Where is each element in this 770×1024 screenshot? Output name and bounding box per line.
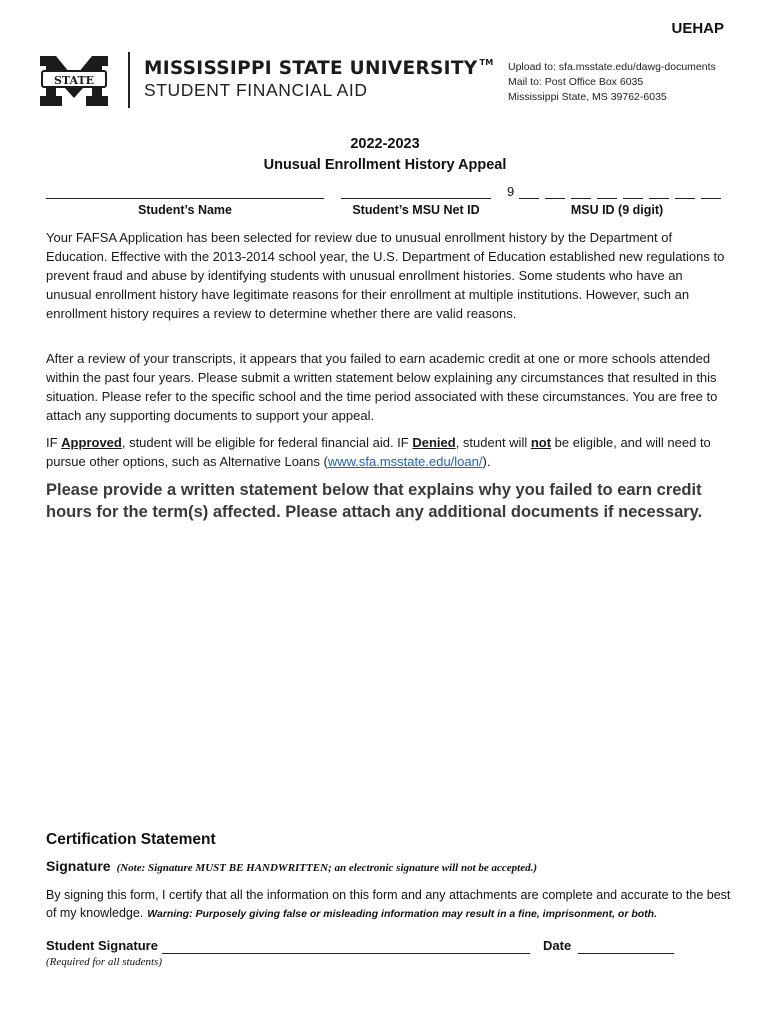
logo-department-name: STUDENT FINANCIAL AID — [144, 80, 368, 100]
date-field[interactable] — [578, 953, 674, 954]
certify-statement: By signing this form, I certify that all the information on this form and any attachments are complete and accurate to the best of my knowledge. Warning: Purposely giving false or misleading information may result in a fine, imprisonment, or both. — [46, 888, 731, 920]
date-label: Date — [543, 938, 572, 953]
msu-id-digit[interactable] — [571, 198, 591, 199]
msu-id-digit[interactable] — [701, 198, 721, 199]
signature-heading — [46, 858, 537, 874]
form-name: Unusual Enrollment History Appeal — [263, 157, 507, 173]
approved-text: Approved — [61, 435, 122, 450]
msu-id-digit[interactable] — [649, 198, 669, 199]
not-text: not — [530, 435, 552, 450]
msu-id-digit[interactable] — [623, 198, 643, 199]
denied-text: Denied — [412, 435, 456, 450]
certification-title: Certification Statement — [46, 831, 216, 848]
intro-paragraph: Your FAFSA Application has been selected for review due to unusual enrollment history by the Department of Education. Effective with the 2013-2014 school year, the U.S. Department of Education established new regulations to prevent fraud and abuse by identifying students with unusual enrollment histories. Some students who have an unusual enrollment history have legitimate reasons for their enrollment at multiple institutions. However, such an enrollment history requires a review to determine whether there are valid reasons. — [46, 230, 725, 321]
student-signature-label: Student Signature — [46, 938, 158, 953]
logo-divider — [128, 52, 130, 108]
transcript-paragraph: After a review of your transcripts, it appears that you failed to earn academic credit at one or more schools attended within the past four years. Please submit a written statement below explaining any circumstances that resulted in this situation. Please refer to the specific school and the time period associated with these circumstances. You are free to attach any supporting documents to support your appeal. — [46, 351, 718, 423]
alternative-loans-link[interactable]: www.sfa.msstate.edu/loan/ — [327, 454, 483, 469]
msu-id-digit[interactable] — [675, 198, 695, 199]
warning-text: Warning: Purposely giving false or misleading information may result in a fine, imprisonment, or both. — [147, 908, 657, 920]
signature-label: Signature — [46, 858, 111, 874]
msu-id-label: MSU ID (9 digit) — [570, 203, 664, 217]
net-id-field[interactable] — [341, 198, 491, 199]
msu-id-digit[interactable] — [545, 198, 565, 199]
student-signature-field[interactable] — [162, 953, 530, 954]
msu-id-prefix: 9 — [507, 184, 515, 199]
decision-paragraph: IF Approved, student will be eligible for federal financial aid. IF Denied, student will not be eligible, and will need to pursue other options, such as Alternative Loans (www.sfa.msstate.edu/loan/). — [46, 435, 711, 469]
statement-instructions: Please provide a written statement below that explains why you failed to earn credit hours for the term(s) affected. Please attach any additional documents if necessary. — [46, 481, 703, 521]
seal-text: STATE — [53, 74, 95, 87]
form-year: 2022-2023 — [350, 136, 420, 152]
form-code: UEHAP — [671, 20, 724, 37]
written-statement-area[interactable] — [46, 530, 730, 820]
contact-info — [508, 60, 716, 105]
student-name-field[interactable] — [46, 198, 324, 199]
signature-note: (Note: Signature MUST BE HANDWRITTEN; an electronic signature will not be accepted.) — [116, 862, 538, 874]
form-title — [0, 134, 770, 176]
logo-university-name: MISSISSIPPI STATE UNIVERSITY ™ — [144, 58, 494, 79]
mail-address: Mail to: Post Office Box 6035 — [508, 76, 644, 88]
msu-id-digit[interactable] — [597, 198, 617, 199]
msu-id-digit[interactable] — [519, 198, 539, 199]
net-id-label: Student’s MSU Net ID — [352, 203, 480, 217]
upload-address: Upload to: sfa.msstate.edu/dawg-documents — [508, 61, 716, 73]
student-name-label: Student’s Name — [137, 203, 232, 217]
msu-logo-seal — [38, 52, 110, 108]
city-address: Mississippi State, MS 39762-6035 — [508, 91, 667, 103]
required-note: (Required for all students) — [46, 956, 162, 968]
